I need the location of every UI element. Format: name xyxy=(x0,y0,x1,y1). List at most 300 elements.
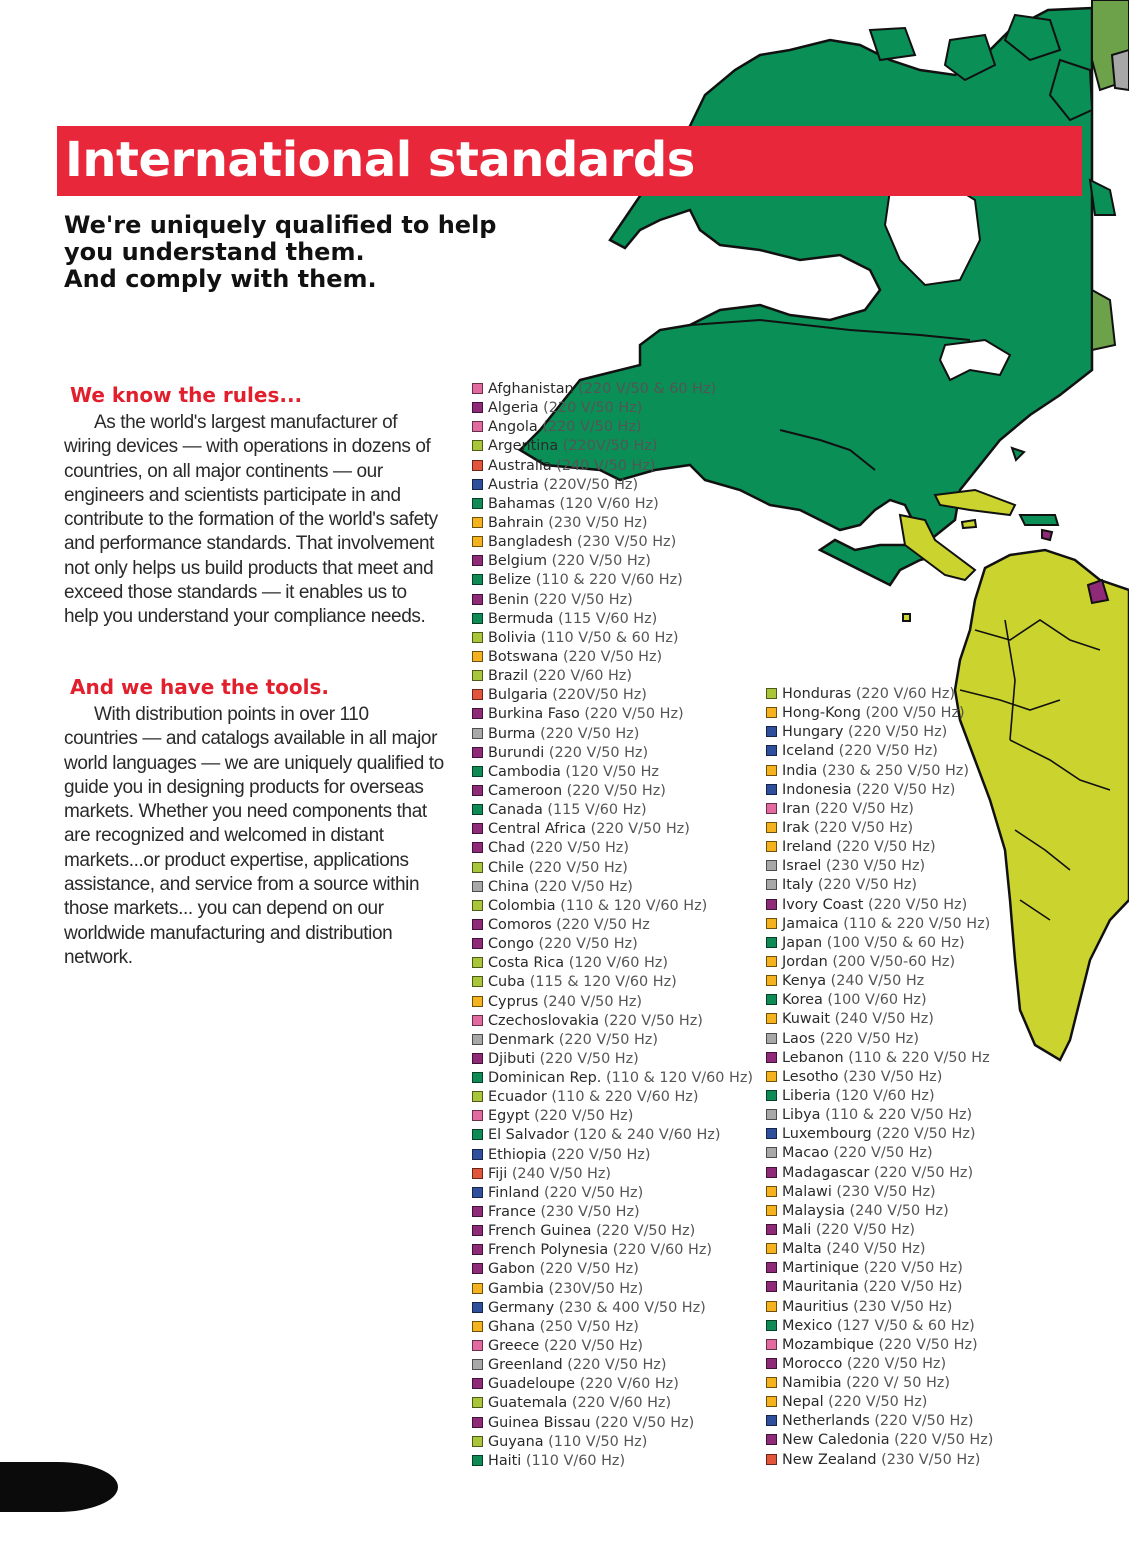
color-swatch xyxy=(766,745,777,756)
color-swatch xyxy=(766,707,777,718)
country-voltage: (220 V/50 Hz) xyxy=(863,1279,963,1296)
country-voltage: (220 V/50 Hz) xyxy=(544,1184,644,1201)
color-swatch xyxy=(472,766,483,777)
color-swatch xyxy=(472,1072,483,1083)
country-name: Malawi xyxy=(782,1183,832,1200)
country-list-item xyxy=(472,1318,753,1337)
country-list-item xyxy=(766,953,993,972)
country-name: Ghana xyxy=(488,1318,536,1335)
country-list-item xyxy=(766,1240,993,1259)
country-voltage: (220 V/50 Hz) xyxy=(540,725,640,742)
country-name: Bermuda xyxy=(488,610,554,627)
country-list-item xyxy=(766,1298,993,1317)
color-swatch xyxy=(766,784,777,795)
country-list-item xyxy=(472,1241,753,1260)
country-name: El Salvador xyxy=(488,1127,569,1144)
color-swatch xyxy=(766,1301,777,1312)
color-swatch xyxy=(472,728,483,739)
color-swatch xyxy=(766,1033,777,1044)
country-voltage: (220 V/60 Hz) xyxy=(612,1242,712,1259)
country-name: Ethiopia xyxy=(488,1146,547,1163)
country-voltage: (220 V/50 Hz xyxy=(556,916,650,933)
color-swatch xyxy=(472,689,483,700)
subtitle-line-3: And comply with them. xyxy=(64,265,377,293)
country-name: Chad xyxy=(488,840,526,857)
country-voltage: (110 V/50 Hz) xyxy=(548,1433,648,1450)
maritime-edge xyxy=(1092,290,1115,350)
country-name: Bulgaria xyxy=(488,687,548,704)
color-swatch xyxy=(472,1417,483,1428)
country-list-item xyxy=(766,1355,993,1374)
country-voltage: (220 V/50 Hz) xyxy=(529,840,629,857)
color-swatch xyxy=(472,632,483,643)
country-voltage: (220 V/50 Hz) xyxy=(876,1126,976,1143)
color-swatch xyxy=(766,1013,777,1024)
country-list-item xyxy=(766,1317,993,1336)
country-name: Japan xyxy=(782,934,823,951)
country-list-item xyxy=(472,1069,753,1088)
country-name: Italy xyxy=(782,877,814,894)
country-voltage: (220 V/50 Hz) xyxy=(543,1338,644,1355)
country-voltage: (220 V/50 Hz) xyxy=(848,724,948,741)
country-voltage: (230 V/50 Hz) xyxy=(540,1204,640,1221)
color-swatch xyxy=(766,1147,777,1158)
country-name: Netherlands xyxy=(782,1413,870,1430)
country-name: Malaysia xyxy=(782,1202,845,1219)
country-voltage: (220 V/50 & 60 Hz) xyxy=(578,381,717,397)
title-banner xyxy=(57,126,1082,196)
country-name: French Polynesia xyxy=(488,1242,609,1259)
country-list-item xyxy=(472,1337,753,1356)
subtitle-line-2: you understand them. xyxy=(64,238,365,266)
country-name: Benin xyxy=(488,591,529,608)
color-swatch xyxy=(766,879,777,890)
color-swatch xyxy=(766,956,777,967)
country-name: Liberia xyxy=(782,1087,831,1104)
country-name: Mali xyxy=(782,1221,812,1238)
country-list-item xyxy=(472,839,753,858)
country-list-item xyxy=(472,1299,753,1318)
country-name: Mozambique xyxy=(782,1336,874,1353)
country-list-item xyxy=(766,1431,993,1450)
country-name: Denmark xyxy=(488,1031,555,1048)
country-name: Malta xyxy=(782,1241,822,1258)
country-name: Ireland xyxy=(782,839,832,856)
country-list-item xyxy=(472,878,753,897)
country-voltage: (110 & 120 V/60 Hz) xyxy=(605,1070,754,1087)
country-voltage: (230 & 400 V/50 Hz) xyxy=(558,1299,706,1316)
country-list-item xyxy=(472,782,753,801)
color-swatch xyxy=(472,1129,483,1140)
country-name: Central Africa xyxy=(488,821,587,838)
color-swatch xyxy=(766,1434,777,1445)
country-voltage: (127 V/50 & 60 Hz) xyxy=(836,1317,975,1334)
country-list-item xyxy=(472,801,753,820)
country-list-item xyxy=(472,533,753,552)
country-voltage: (230 V/50 Hz) xyxy=(881,1451,981,1468)
country-list-item xyxy=(472,859,753,878)
country-name: Dominican Rep. xyxy=(488,1070,602,1087)
color-swatch xyxy=(472,1455,483,1466)
country-voltage: (120 V/60 Hz) xyxy=(835,1087,935,1104)
color-swatch xyxy=(766,822,777,833)
color-swatch xyxy=(766,1224,777,1235)
country-voltage: (220 V/60 Hz) xyxy=(532,668,632,685)
color-swatch xyxy=(766,1339,777,1350)
country-name: Indonesia xyxy=(782,781,852,798)
color-swatch xyxy=(472,402,483,413)
country-list-item xyxy=(472,1184,753,1203)
country-voltage: (100 V/50 & 60 Hz) xyxy=(826,934,965,951)
color-swatch xyxy=(472,900,483,911)
country-voltage: (120 & 240 V/60 Hz) xyxy=(573,1127,721,1144)
country-list-item xyxy=(472,1126,753,1145)
galapagos xyxy=(903,614,910,621)
country-voltage: (240 V/50 Hz) xyxy=(511,1165,612,1182)
country-voltage: (230 V/50 Hz) xyxy=(548,514,648,531)
country-name: Mauritius xyxy=(782,1298,849,1315)
country-voltage: (250 V/50 Hz) xyxy=(539,1318,639,1335)
country-voltage: (230 & 250 V/50 Hz) xyxy=(821,762,969,779)
color-swatch xyxy=(472,517,483,528)
country-list-item xyxy=(472,514,753,533)
country-voltage: (115 V/60 Hz) xyxy=(558,610,658,627)
country-name: Iceland xyxy=(782,743,835,760)
country-voltage: (220 V/50 Hz) xyxy=(815,1221,916,1238)
country-list-item xyxy=(472,1375,753,1394)
country-name: Argentina xyxy=(488,438,559,455)
color-swatch xyxy=(766,1052,777,1063)
country-name: Canada xyxy=(488,802,543,819)
color-swatch xyxy=(472,1340,483,1351)
country-name: Burkina Faso xyxy=(488,706,580,723)
country-voltage: (220 V/50 Hz) xyxy=(878,1336,978,1353)
country-name: Belize xyxy=(488,572,532,589)
page-title: International standards xyxy=(65,132,695,188)
country-name: Nepal xyxy=(782,1394,824,1411)
country-list-item xyxy=(766,1144,993,1163)
country-voltage: (220 V/50 Hz) xyxy=(813,819,914,836)
country-voltage: (110 V/50 & 60 Hz) xyxy=(540,629,679,646)
country-list-item xyxy=(472,437,753,456)
color-swatch xyxy=(766,1396,777,1407)
country-name: Hong-Kong xyxy=(782,705,861,722)
color-swatch xyxy=(472,1091,483,1102)
country-list-item xyxy=(766,704,993,723)
color-swatch xyxy=(766,1262,777,1273)
country-list-item xyxy=(472,1452,753,1471)
country-name: Gambia xyxy=(488,1280,544,1297)
country-voltage: (110 & 220 V/60 Hz) xyxy=(551,1089,699,1106)
country-list-column-1 xyxy=(472,380,753,1471)
country-voltage: (220 V/50 Hz) xyxy=(838,743,938,760)
jamaica xyxy=(962,520,976,528)
country-list-item xyxy=(766,991,993,1010)
country-list-item xyxy=(766,1202,993,1221)
color-swatch xyxy=(766,1205,777,1216)
country-name: India xyxy=(782,762,818,779)
country-voltage: (240 V/50 Hz) xyxy=(849,1202,949,1219)
country-voltage: (220 V/50 Hz) xyxy=(856,781,956,798)
country-name: New Zealand xyxy=(782,1451,877,1468)
country-voltage: (115 V/60 Hz) xyxy=(547,802,647,819)
color-swatch xyxy=(472,1397,483,1408)
country-voltage: (220 V/50 Hz) xyxy=(596,1223,696,1240)
country-list-item xyxy=(472,763,753,782)
country-list-item xyxy=(472,1394,753,1413)
country-voltage: (230 V/50 Hz) xyxy=(576,534,677,551)
country-name: Brazil xyxy=(488,668,529,685)
country-list-item xyxy=(472,1031,753,1050)
hispaniola xyxy=(1020,515,1058,525)
country-name: Ivory Coast xyxy=(782,896,864,913)
country-list-item xyxy=(766,1221,993,1240)
country-name: Germany xyxy=(488,1299,555,1316)
color-swatch xyxy=(472,1110,483,1121)
color-swatch xyxy=(766,1109,777,1120)
subtitle xyxy=(64,212,534,293)
country-list-item xyxy=(472,591,753,610)
country-list-item xyxy=(472,1012,753,1031)
country-list-item xyxy=(766,1278,993,1297)
country-list-item xyxy=(472,973,753,992)
country-name: Algeria xyxy=(488,400,539,417)
country-name: Bahamas xyxy=(488,495,555,512)
country-name: Burma xyxy=(488,725,536,742)
country-voltage: (120 V/60 Hz) xyxy=(568,955,668,972)
country-voltage: (230 V/50 Hz) xyxy=(825,858,926,875)
country-list-item xyxy=(472,1050,753,1069)
country-voltage: (220 V/50 Hz) xyxy=(894,1432,994,1449)
puerto-rico xyxy=(1042,530,1052,540)
country-name: Greece xyxy=(488,1338,540,1355)
country-name: Australia xyxy=(488,457,552,474)
country-name: Bolivia xyxy=(488,629,537,646)
country-name: Cameroon xyxy=(488,782,563,799)
country-name: Costa Rica xyxy=(488,955,565,972)
color-swatch xyxy=(472,881,483,892)
country-list-item xyxy=(472,552,753,571)
country-name: Angola xyxy=(488,419,538,436)
color-swatch xyxy=(472,804,483,815)
country-voltage: (220 V/50 Hz) xyxy=(548,744,649,761)
color-swatch xyxy=(766,765,777,776)
country-voltage: (220 V/50 Hz) xyxy=(528,859,628,876)
color-swatch xyxy=(766,1090,777,1101)
country-list-item xyxy=(472,1088,753,1107)
country-list-item xyxy=(766,1049,993,1068)
country-name: Lebanon xyxy=(782,1049,844,1066)
country-list-item xyxy=(766,1164,993,1183)
color-swatch xyxy=(472,938,483,949)
country-voltage: (200 V/50 Hz) xyxy=(865,705,965,722)
country-name: Finland xyxy=(488,1184,540,1201)
color-swatch xyxy=(472,1436,483,1447)
country-list-item xyxy=(472,571,753,590)
country-list-item xyxy=(766,723,993,742)
color-swatch xyxy=(472,1149,483,1160)
color-swatch xyxy=(472,594,483,605)
color-swatch xyxy=(472,1034,483,1045)
color-swatch xyxy=(472,536,483,547)
country-list-item xyxy=(766,742,993,761)
country-list-item xyxy=(472,457,753,476)
color-swatch xyxy=(472,383,483,394)
rules-body: As the world's largest manufacturer of wiring devices — with operations in dozens of countries, on all major continents — our engineers and scientists participate in and contribute to the formation of the world's safety and performance standards. That involvement not only helps us build products that meet and exceed those standards — it enables us to help you understand your compliance needs. xyxy=(64,412,438,628)
country-list-item xyxy=(472,418,753,437)
country-voltage: (220 V/50 Hz) xyxy=(584,706,684,723)
country-list-item xyxy=(472,629,753,648)
country-voltage: (220 V/50 Hz) xyxy=(539,1261,639,1278)
country-voltage: (110 & 120 V/60 Hz) xyxy=(560,897,708,914)
color-swatch xyxy=(472,1225,483,1236)
country-list-item xyxy=(472,1260,753,1279)
country-list-item xyxy=(472,495,753,514)
country-voltage: (220 V/50 Hz) xyxy=(590,821,690,838)
country-voltage: (110 & 220 V/50 Hz) xyxy=(825,1107,973,1124)
color-swatch xyxy=(766,937,777,948)
color-swatch xyxy=(472,1283,483,1294)
country-name: Guinea Bissau xyxy=(488,1414,591,1431)
color-swatch xyxy=(766,726,777,737)
country-name: Irak xyxy=(782,819,810,836)
country-voltage: (115 & 120 V/60 Hz) xyxy=(529,974,677,991)
country-voltage: (220 V/50 Hz) xyxy=(863,1260,963,1277)
country-name: Austria xyxy=(488,476,539,493)
color-swatch xyxy=(472,708,483,719)
country-voltage: (230 V/50 Hz) xyxy=(843,1068,943,1085)
color-swatch xyxy=(766,1454,777,1465)
country-list-item xyxy=(766,800,993,819)
color-swatch xyxy=(766,918,777,929)
country-list-item xyxy=(472,820,753,839)
country-voltage: (220 V/50 Hz) xyxy=(819,1030,919,1047)
newfoundland xyxy=(1090,180,1115,215)
country-name: Israel xyxy=(782,858,822,875)
country-list-item xyxy=(472,1222,753,1241)
country-voltage: (220 V/50 Hz) xyxy=(566,782,666,799)
country-voltage: (220 V/50 Hz) xyxy=(833,1145,933,1162)
color-swatch xyxy=(472,1244,483,1255)
country-list-item xyxy=(766,1106,993,1125)
country-list-item xyxy=(472,725,753,744)
country-voltage: (110 & 220 V/50 Hz xyxy=(848,1049,990,1066)
country-voltage: (220 V/50 Hz) xyxy=(551,1146,651,1163)
country-list-item xyxy=(472,1433,753,1452)
color-swatch xyxy=(766,1358,777,1369)
page-tab-marker xyxy=(0,1462,118,1512)
country-name: New Caledonia xyxy=(782,1432,890,1449)
country-list-item xyxy=(766,857,993,876)
country-voltage: (220V/50 Hz) xyxy=(562,438,658,455)
country-name: Cambodia xyxy=(488,763,561,780)
color-swatch xyxy=(472,1321,483,1332)
country-voltage: (220 V/50 Hz) xyxy=(542,419,642,436)
country-voltage: (220 V/60 Hz) xyxy=(855,686,956,702)
country-name: Afghanistan xyxy=(488,381,574,397)
country-list-item xyxy=(472,744,753,763)
country-name: Kenya xyxy=(782,973,827,990)
country-name: Cuba xyxy=(488,974,526,991)
country-voltage: (220 V/50 Hz) xyxy=(814,800,914,817)
country-list-item xyxy=(472,476,753,495)
country-name: Gabon xyxy=(488,1261,536,1278)
country-name: Cyprus xyxy=(488,993,539,1010)
color-swatch xyxy=(766,841,777,852)
color-swatch xyxy=(472,555,483,566)
color-swatch xyxy=(472,613,483,624)
country-name: Chile xyxy=(488,859,525,876)
country-name: Macao xyxy=(782,1145,829,1162)
country-list-column-2 xyxy=(766,685,993,1470)
country-list-item xyxy=(472,993,753,1012)
color-swatch xyxy=(472,1302,483,1313)
country-voltage: (110 & 220 V/50 Hz) xyxy=(843,915,991,932)
country-name: Martinique xyxy=(782,1260,860,1277)
country-name: Iran xyxy=(782,800,811,817)
country-voltage: (220 V/50 Hz) xyxy=(558,1031,658,1048)
country-voltage: (220 V/50 Hz) xyxy=(543,400,643,417)
country-voltage: (200 V/50-60 Hz) xyxy=(832,953,956,970)
country-name: Jordan xyxy=(782,953,828,970)
country-voltage: (240 V/50 Hz) xyxy=(826,1241,926,1258)
country-list-item xyxy=(766,1087,993,1106)
country-name: Guyana xyxy=(488,1433,544,1450)
color-swatch xyxy=(766,1071,777,1082)
country-list-item xyxy=(472,1146,753,1165)
country-voltage: (220V/50 Hz) xyxy=(543,476,639,493)
country-voltage: (220 V/50 Hz) xyxy=(534,1108,634,1125)
country-voltage: (220 V/50 Hz) xyxy=(817,877,918,894)
color-swatch xyxy=(766,1281,777,1292)
country-list-item xyxy=(766,1374,993,1393)
color-swatch xyxy=(472,670,483,681)
country-list-item xyxy=(472,1165,753,1184)
country-name: Djibuti xyxy=(488,1050,535,1067)
country-name: Lesotho xyxy=(782,1068,839,1085)
country-voltage: (230 V/50 Hz) xyxy=(836,1183,936,1200)
country-voltage: (220 V/50 Hz) xyxy=(551,553,651,570)
country-name: Fiji xyxy=(488,1165,508,1182)
country-list-item xyxy=(472,1356,753,1375)
country-name: Libya xyxy=(782,1107,821,1124)
tools-section xyxy=(64,675,444,970)
country-list-item xyxy=(766,1451,993,1470)
color-swatch xyxy=(472,919,483,930)
color-swatch xyxy=(472,1263,483,1274)
country-list-item xyxy=(472,686,753,705)
color-swatch xyxy=(472,1187,483,1198)
country-list-item xyxy=(472,916,753,935)
country-voltage: (100 V/60 Hz) xyxy=(827,992,927,1009)
country-voltage: (220 V/50 Hz) xyxy=(533,591,633,608)
country-voltage: (220 V/50 Hz) xyxy=(836,839,936,856)
country-list-item xyxy=(472,705,753,724)
country-list-item xyxy=(766,876,993,895)
country-list-item xyxy=(766,1030,993,1049)
country-name: China xyxy=(488,878,530,895)
country-name: Laos xyxy=(782,1030,816,1047)
country-name: Egypt xyxy=(488,1108,530,1125)
country-list-item xyxy=(766,972,993,991)
country-voltage: (220 V/50 Hz) xyxy=(603,1012,703,1029)
country-name: France xyxy=(488,1204,536,1221)
color-swatch xyxy=(766,1243,777,1254)
country-list-item xyxy=(766,819,993,838)
color-swatch xyxy=(472,1053,483,1064)
country-list-item xyxy=(766,1393,993,1412)
color-swatch xyxy=(472,440,483,451)
